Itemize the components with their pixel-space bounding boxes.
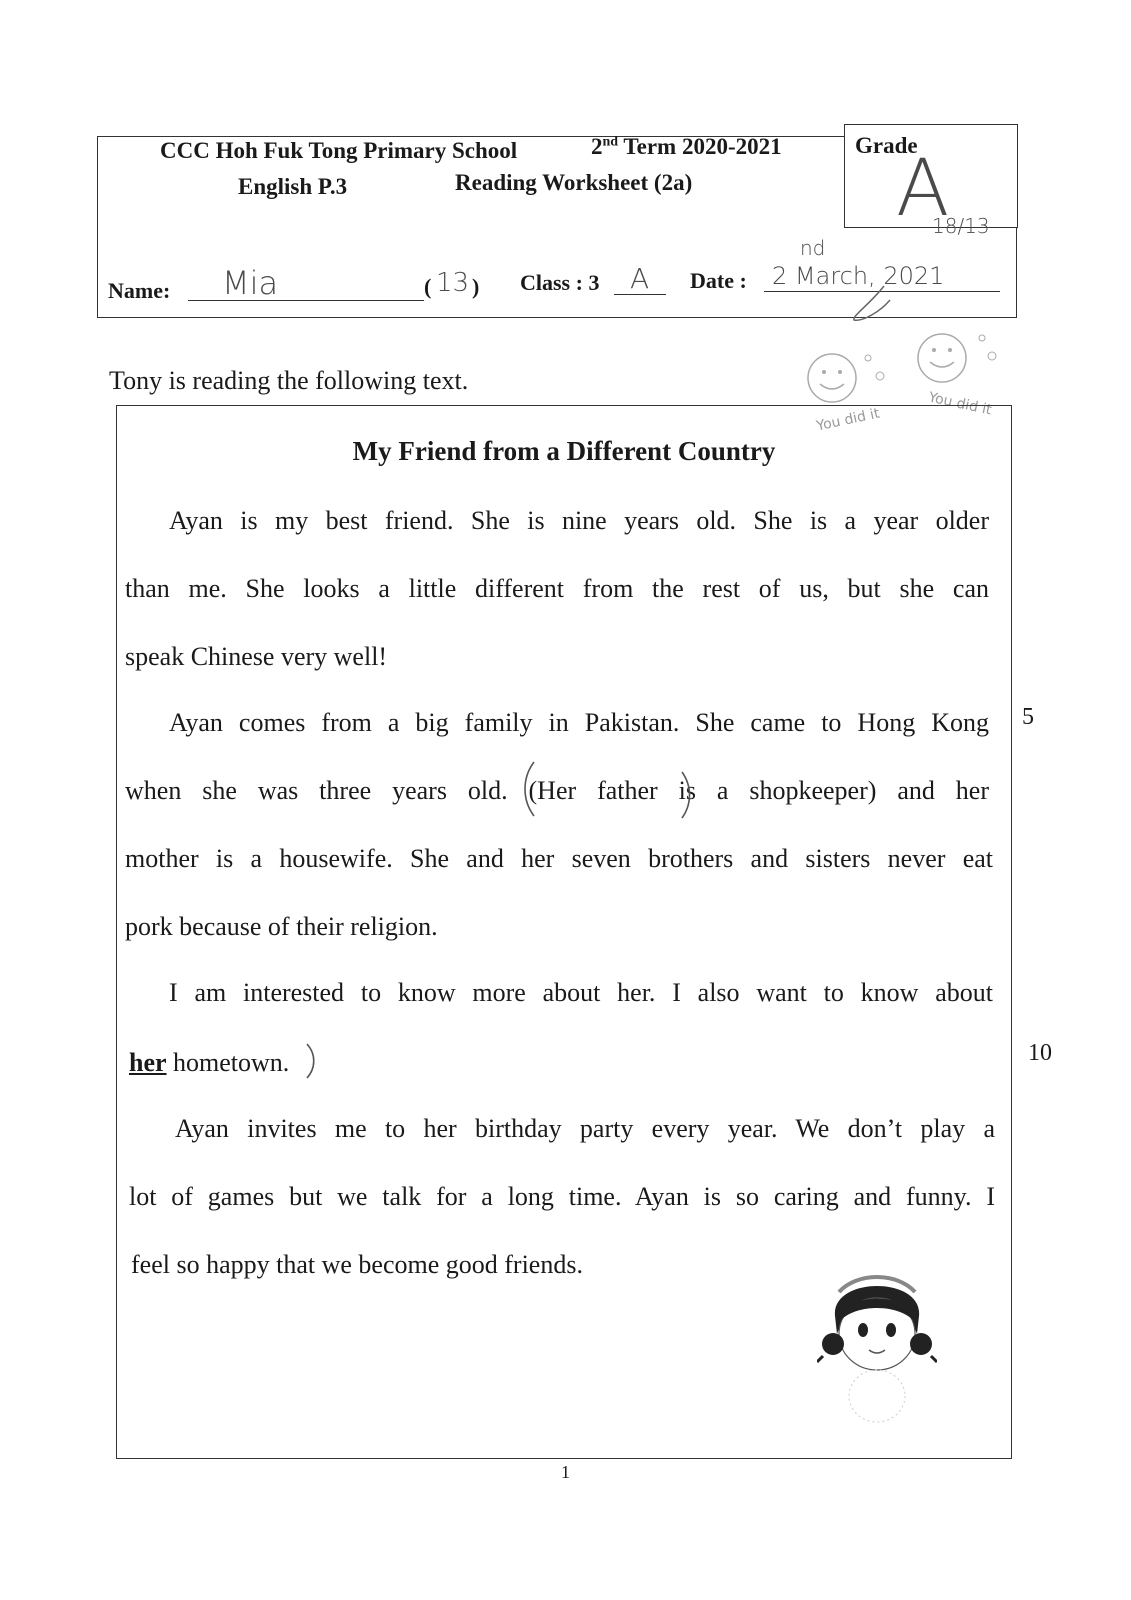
name-label: Name: — [108, 278, 171, 303]
number-paren-open: ( — [424, 274, 432, 299]
line-number-10: 10 — [1028, 1040, 1052, 1066]
term-info: 2nd Term 2020-2021 — [591, 134, 782, 159]
stamp-text-right: You did it — [927, 389, 994, 419]
story-line: when she was three years old. (Her father is a shopkeeper) and her — [125, 776, 989, 805]
story-line: pork because of their religion. — [125, 912, 438, 941]
bracket-close-mark-hometown — [304, 1042, 320, 1082]
grade-fraction-handwritten: 18/13 — [932, 214, 990, 238]
story-line: mother is a housewife. She and her seven brothers and sisters never eat — [125, 844, 993, 873]
intro-text: Tony is reading the following text. — [109, 366, 469, 395]
story-line: speak Chinese very well! — [125, 642, 388, 671]
underlined-word: her — [129, 1048, 167, 1077]
stamp-text-left: You did it — [815, 405, 882, 435]
girl-illustration-icon — [817, 1256, 937, 1436]
bracket-close-mark — [678, 770, 698, 820]
story-line: Ayan invites me to her birthday party every year. We don’t play a — [175, 1114, 995, 1143]
date-handwritten: 2 March, 2021 — [772, 262, 945, 290]
number-paren-close: ) — [472, 274, 480, 299]
date-superscript-handwritten: nd — [800, 236, 826, 260]
class-label: Class : 3 — [520, 270, 600, 295]
subject: English P.3 — [238, 174, 348, 199]
date-label: Date : — [690, 268, 747, 293]
story-line: lot of games but we talk for a long time. Ayan is so caring and funny. I — [129, 1182, 995, 1211]
story-line: Ayan is my best friend. She is nine years old. She is a year older — [169, 506, 989, 535]
line-number-5: 5 — [1022, 704, 1034, 730]
worksheet-title: Reading Worksheet (2a) — [455, 170, 693, 195]
bracket-open-mark — [520, 760, 540, 820]
story-line: feel so happy that we become good friends. — [131, 1250, 583, 1279]
story-line: than me. She looks a little different from the rest of us, but she can — [125, 574, 989, 603]
date-flourish-mark — [840, 284, 900, 324]
class-handwritten: A — [630, 262, 650, 295]
story-line: I am interested to know more about her. I also want to know about — [169, 978, 993, 1007]
story-title: My Friend from a Different Country — [352, 436, 776, 466]
story-box — [116, 405, 1012, 1459]
grade-handwritten: A — [896, 144, 950, 234]
school-name: CCC Hoh Fuk Tong Primary School — [160, 138, 518, 163]
number-handwritten: 13 — [436, 268, 470, 298]
name-handwritten: Mia — [222, 264, 279, 302]
grade-label: Grade — [855, 133, 918, 158]
story-line-her-hometown: her hometown. — [129, 1048, 290, 1077]
page-number: 1 — [561, 1462, 570, 1482]
story-line: Ayan comes from a big family in Pakistan. She came to Hong Kong — [169, 708, 989, 737]
